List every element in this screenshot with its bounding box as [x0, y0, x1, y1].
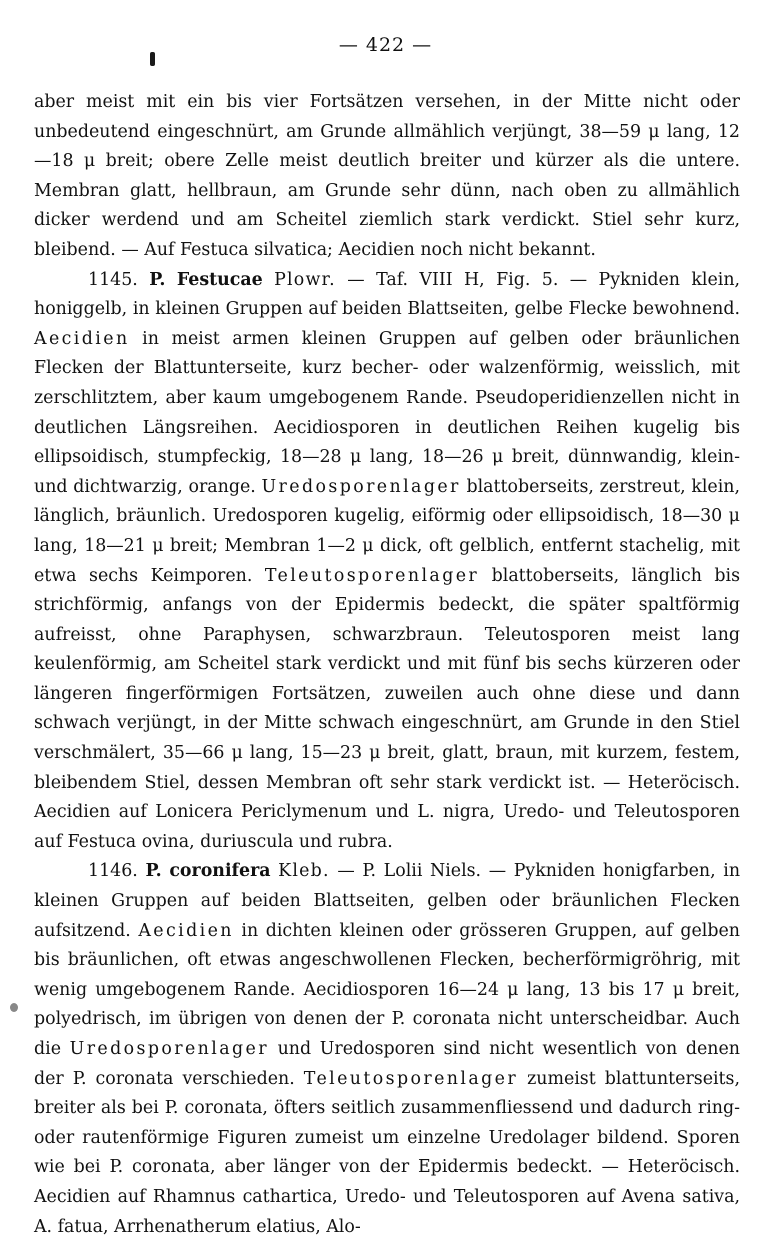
entry-number: 1145. [88, 269, 138, 290]
body-text [34, 88, 740, 1242]
genus-abbrev: P. [145, 861, 162, 882]
entry-text: — Taf. VIII H, Fig. 5. — Pykniden klein, honiggelb, in kleinen Gruppen auf beiden Blattseiten, gelbe Flecke bewohnend. [34, 269, 741, 320]
species-name: coronifera [169, 861, 271, 882]
entry-text: — P. Lolii Niels. — Pykniden honigfarben, in kleinen Gruppen auf beiden Blattseiten, gelben oder bräunlichen Flecken aufsitzend. [34, 861, 741, 941]
spaced-term: Uredosporenlager [69, 1039, 269, 1059]
entry-text: in dichten kleinen oder grösseren Gruppen, auf gelben bis bräunlichen, oft etwas angeschwollenen Flecken, becherförmigröhrig, mit wenig umgebogenem Rande. Aecidiosporen 16—24 μ lang, 13 bis 17 μ breit, polyedrisch, im übrigen von denen der P. coronata nicht unterscheidbar. Auch die [34, 920, 740, 1059]
entry-number: 1146. [88, 861, 138, 882]
spaced-term: Teleutosporenlager [264, 565, 480, 586]
authority: Kleb. [278, 861, 330, 882]
entry-1145 [34, 266, 740, 858]
spaced-term: Teleutosporenlager [303, 1068, 519, 1089]
page-number: — 422 — [338, 34, 433, 56]
entry-text: und Uredosporen sind nicht wesentlich von denen der P. coronata verschieden. [34, 1039, 740, 1089]
authority: Plowr. [274, 269, 336, 290]
spaced-term: Aecidien [138, 920, 234, 941]
ink-speck [10, 1003, 18, 1012]
continued-paragraph: aber meist mit ein bis vier Fortsätzen versehen, in der Mitte nicht oder unbedeutend eingeschnürt, am Grunde allmählich verjüngt, 38—59 μ lang, 12—18 μ breit; obere Zelle meist deutlich breiter und kürzer als die untere. Membran glatt, hellbraun, am Grunde sehr dünn, nach oben zu allmählich dicker werdend und am Scheitel ziemlich stark verdickt. Stiel sehr kurz, bleibend. — Auf Festuca silvatica; Aecidien noch nicht bekannt. [34, 92, 740, 260]
genus-abbrev: P. [149, 269, 166, 290]
entry-text: in meist armen kleinen Gruppen auf gelben oder bräunlichen Flecken der Blattunterseite, kurz becher- oder walzenförmig, weisslich, mit zerschlitztem, aber kaum umgebogenem Rande. Pseudoperidienzellen nicht in deutlichen Längsreihen. Aecidiosporen in deutlichen Reihen kugelig bis ellipsoidisch, stumpfeckig, 18—28 μ lang, 18—26 μ breit, dünnwandig, klein- und dichtwarzig, orange. [34, 328, 741, 497]
entry-text: blattoberseits, länglich bis strichförmig, anfangs von der Epidermis bedeckt, die später spaltförmig aufreisst, ohne Paraphysen, schwarzbraun. Teleutosporen meist lang keulenförmig, am Scheitel stark verdickt und mit fünf bis sechs kürzeren oder längeren fingerförmigen Fortsätzen, zuweilen auch ohne diese und dann schwach verjüngt, in der Mitte schwach eingeschnürt, am Grunde in den Stiel verschmälert, 35—66 μ lang, 15—23 μ breit, glatt, braun, mit kurzem, festem, bleibendem Stiel, dessen Membran oft sehr stark verdickt ist. — Heteröcisch. Aecidien auf Lonicera Periclymenum und L. nigra, Uredo- und Teleutosporen auf Festuca ovina, duriuscula und rubra. [34, 565, 740, 852]
species-name: Festucae [176, 269, 263, 290]
spaced-term: Uredosporenlager [261, 476, 461, 497]
entry-text: blattoberseits, zerstreut, klein, länglich, bräunlich. Uredosporen kugelig, eiförmig oder ellipsoidisch, 18—30 μ lang, 18—21 μ breit; Membran 1—2 μ dick, oft gelblich, entfernt stachelig, mit etwa sechs Keimporen. [34, 476, 741, 586]
spaced-term: Aecidien [34, 328, 130, 349]
entry-text: zumeist blattunterseits, breiter als bei P. coronata, öfters seitlich zusammenfliessend und dadurch ring- oder rautenförmige Figuren zumeist um einzelne Uredolager bildend. Sporen wie bei P. coronata, aber länger von der Epidermis bedeckt. — Heteröcisch. Aecidien auf Rhamnus cathartica, Uredo- und Teleutosporen auf Avena sativa, A. fatua, Arrhenatherum elatius, Alo- [34, 1068, 740, 1237]
entry-1146 [34, 857, 740, 1242]
